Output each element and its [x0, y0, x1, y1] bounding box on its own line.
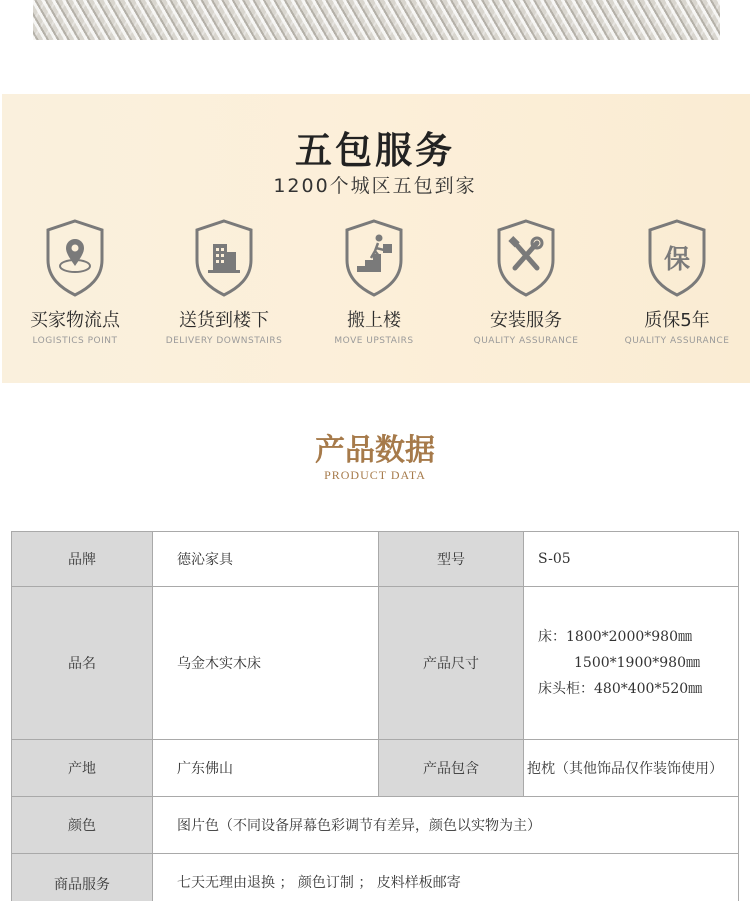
size-value — [524, 587, 739, 740]
service-item-en-label: QUALITY ASSURANCE — [624, 336, 730, 346]
table-row — [12, 797, 739, 854]
table-row — [12, 740, 739, 797]
origin-label: 产地 — [12, 740, 153, 797]
service-label: 商品服务 — [12, 854, 153, 901]
service-title: 五包服务 — [295, 129, 455, 172]
color-label: 颜色 — [12, 797, 153, 854]
product-spec-table — [11, 531, 739, 901]
size-label: 产品尺寸 — [379, 587, 524, 740]
tools-icon — [495, 218, 557, 298]
warranty-badge-glyph: 保 — [663, 245, 691, 275]
model-label: 型号 — [379, 532, 524, 587]
origin-value: 广东佛山 — [153, 740, 379, 797]
color-value: 图片色（不同设备屏幕色彩调节有差异，颜色以实物为主） — [153, 797, 739, 854]
service-item-upstairs — [299, 218, 449, 346]
location-pin-icon — [44, 218, 106, 298]
service-item-en-label: QUALITY ASSURANCE — [473, 336, 579, 346]
service-item-label: 搬上楼 — [347, 310, 401, 331]
building-icon — [193, 218, 255, 298]
warranty-icon — [646, 218, 708, 298]
stairs-carrier-icon — [343, 218, 405, 298]
service-item-en-label: DELIVERY DOWNSTAIRS — [165, 336, 283, 346]
size-line-nightstand: 床头柜：480*400*520㎜ — [538, 681, 703, 697]
service-item-en-label: MOVE UPSTAIRS — [334, 336, 414, 346]
model-value: S-05 — [524, 532, 739, 587]
includes-label: 产品包含 — [379, 740, 524, 797]
product-data-title: 产品数据 — [315, 433, 435, 468]
product-data-subtitle: PRODUCT DATA — [324, 468, 426, 482]
size-line-bed-alt: 1500*1900*980㎜ — [574, 655, 700, 671]
service-item-warranty — [602, 218, 750, 346]
service-item-label: 安装服务 — [490, 310, 562, 331]
name-label: 品名 — [12, 587, 153, 740]
service-item-en-label: LOGISTICS POINT — [32, 336, 118, 346]
service-item-delivery — [149, 218, 299, 346]
service-item-label: 送货到楼下 — [179, 310, 269, 331]
service-item-install — [451, 218, 601, 346]
table-row — [12, 532, 739, 587]
fabric-texture-image — [33, 0, 720, 40]
includes-value: 抱枕（其他饰品仅作装饰使用） — [524, 740, 739, 797]
service-item-logistics — [0, 218, 150, 346]
table-row — [12, 854, 739, 901]
brand-value: 德沁家具 — [153, 532, 379, 587]
name-value: 乌金木实木床 — [153, 587, 379, 740]
service-item-label: 质保5年 — [644, 310, 710, 331]
table-row — [12, 587, 739, 740]
service-subtitle: 1200个城区五包到家 — [273, 175, 477, 197]
service-item-label: 买家物流点 — [30, 310, 120, 331]
size-line-bed: 床：1800*2000*980㎜ — [538, 629, 692, 645]
service-value: 七天无理由退换 ； 颜色订制 ； 皮料样板邮寄 — [153, 854, 739, 901]
brand-label: 品牌 — [12, 532, 153, 587]
